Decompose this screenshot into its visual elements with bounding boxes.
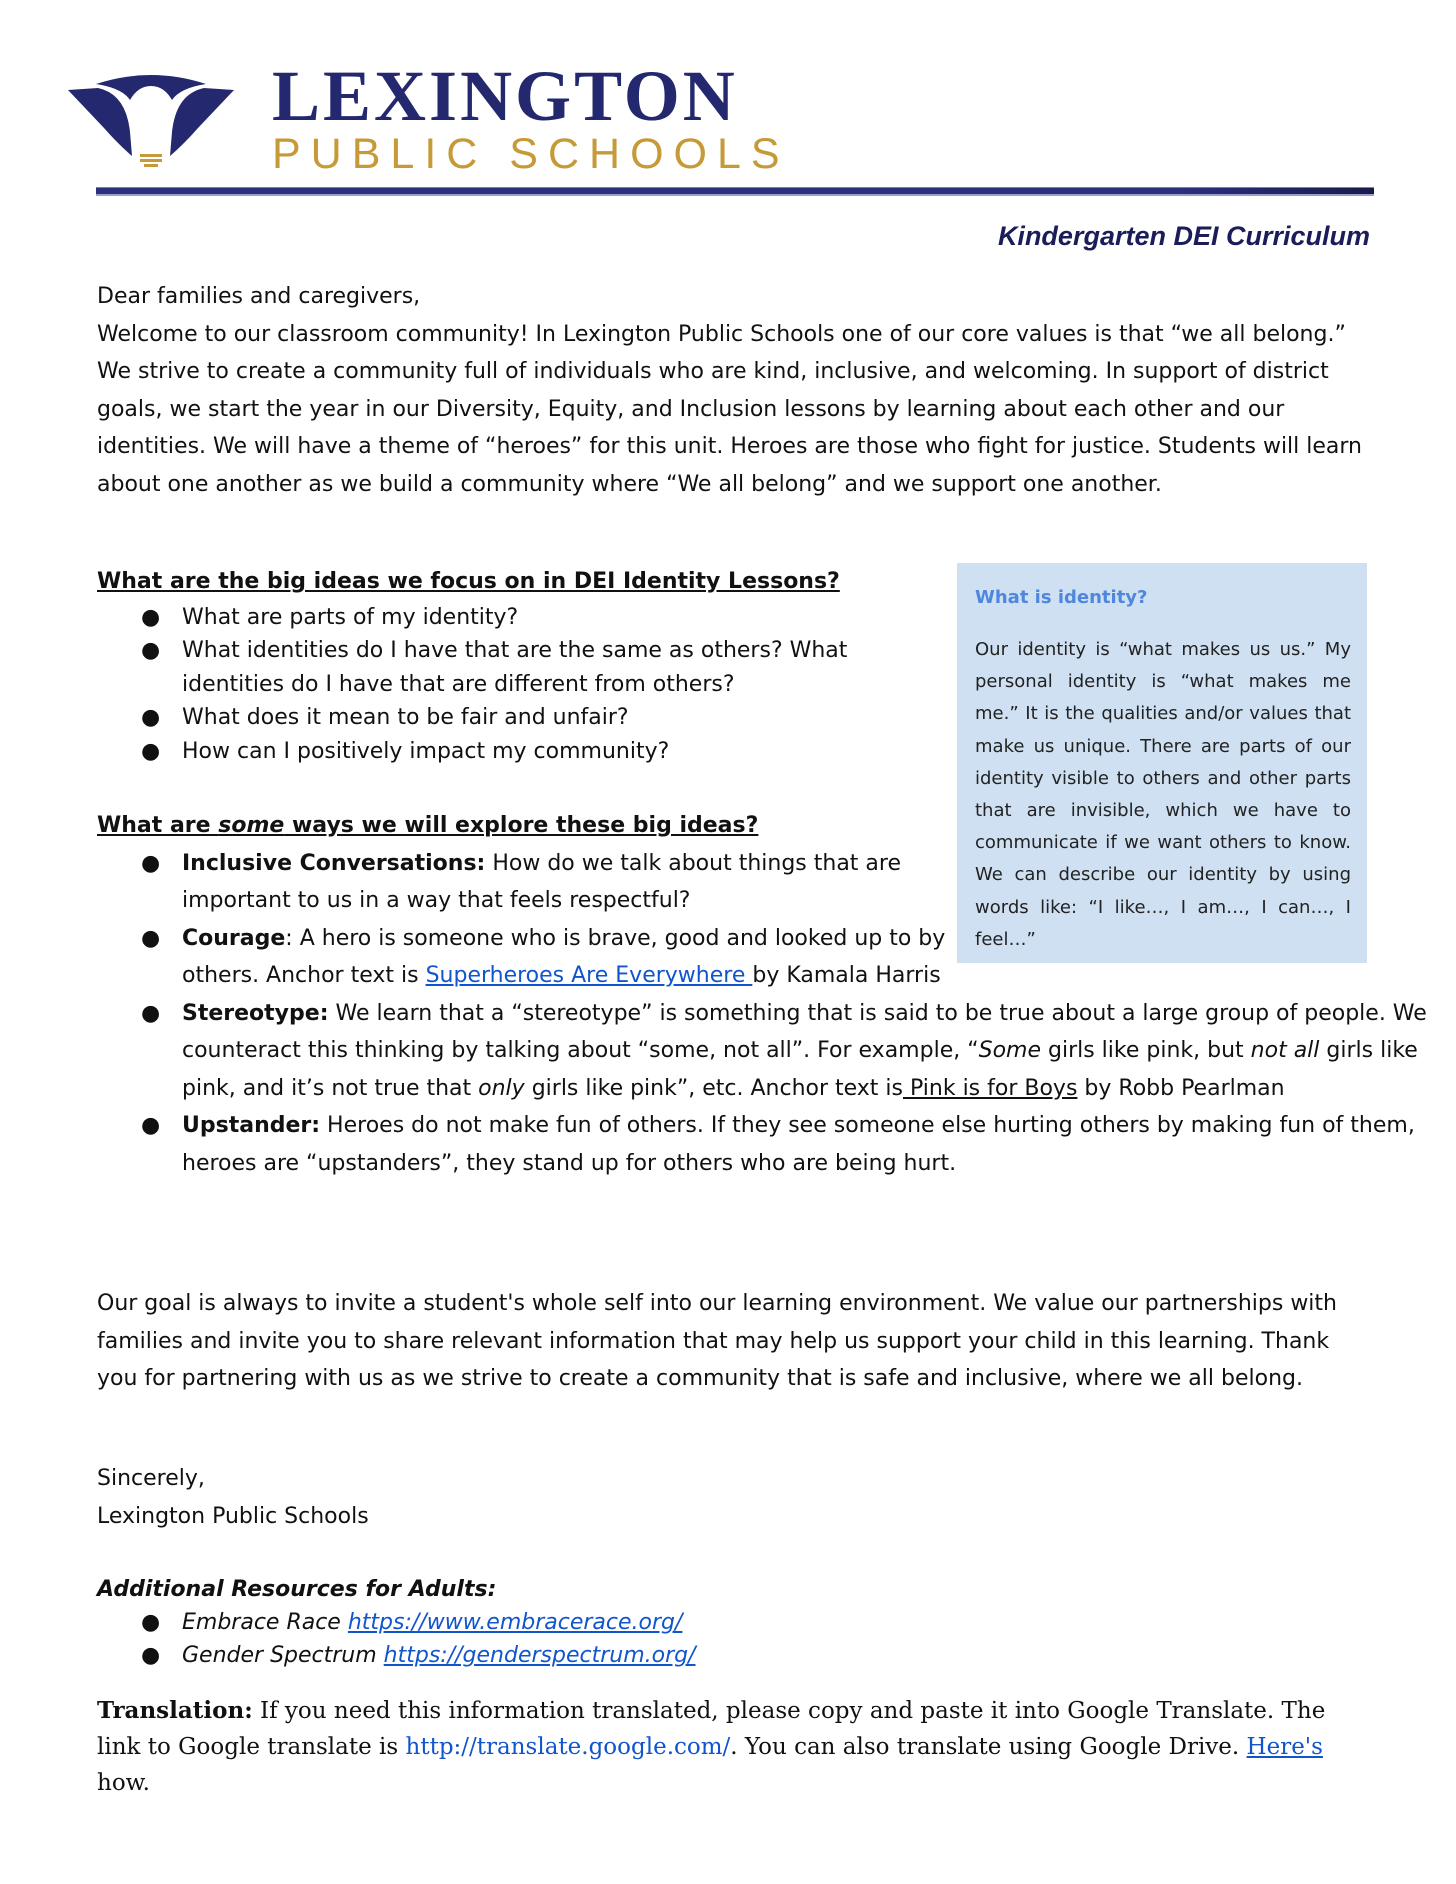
- heres-how-link[interactable]: Here's: [1246, 1734, 1323, 1760]
- translation-label: Translation:: [97, 1697, 253, 1724]
- embracerace-link[interactable]: https://www.embracerace.org/: [347, 1610, 683, 1635]
- resources-list: [97, 1606, 997, 1672]
- brand-subtitle: PUBLIC SCHOOLS: [272, 130, 790, 178]
- bullet-icon: ●: [141, 1000, 161, 1026]
- explore-section: [97, 807, 1427, 1182]
- signoff-line: Sincerely,: [97, 1466, 205, 1491]
- bullet-icon: ●: [141, 1610, 161, 1635]
- resource-item: ● Gender Spectrum https://genderspectrum.org/: [97, 1639, 997, 1672]
- resources-section: [97, 1573, 997, 1672]
- document-subtitle: Kindergarten DEI Curriculum: [997, 221, 1370, 251]
- closing-section: [97, 1285, 1367, 1398]
- genderspectrum-link[interactable]: https://genderspectrum.org/: [383, 1643, 696, 1668]
- signature: Lexington Public Schools: [97, 1503, 369, 1529]
- bullet-icon: ●: [141, 738, 161, 764]
- resource-item: ● Embrace Race https://www.embracerace.org/: [97, 1606, 997, 1639]
- big-ideas-section: [97, 563, 937, 768]
- identity-callout-title: What is identity?: [975, 587, 1148, 608]
- explore-heading: What are some ways we will explore these big ideas?: [97, 813, 759, 838]
- list-item-inclusive-conversations: ● Inclusive Conversations: How do we talk about things that are important to us in a way that feels respectful?: [97, 845, 1012, 920]
- identity-callout-text: Our identity is “what makes us us.” My personal identity is “what makes me me.” It is the qualities and/or values that make us unique. There are parts of our identity visible to others and other parts that are invisible, which we have to communicate if we want others to know. We can describe our identity by using words like: “I like…, I am…, I can…, I feel…”: [975, 639, 1351, 950]
- translation-section: Translation: If you need this information translated, please copy and paste it into Google Translate. The link to Google translate is http://translate.google.com/. You can also translate using Google Drive. Here's how.: [97, 1697, 1326, 1796]
- brand-name: LEXINGTON: [272, 56, 738, 136]
- header-divider: [96, 187, 1374, 196]
- list-item-stereotype: ● Stereotype: We learn that a “stereotype” is something that is said to be true about a large group of people. We counteract this thinking by talking about “some, not all”. For example, “Some girls like pink, but not all girls like pink, and it’s not true that only girls like pink”, etc. Anchor text is Pink is for Boys by Robb Pearlman: [97, 995, 1432, 1108]
- signoff: [97, 1460, 369, 1535]
- closing-paragraph: Our goal is always to invite a student's whole self into our learning environment. We value our partnerships with families and invite you to share relevant information that may help us support your child in this learning. Thank you for partnering with us as we strive to create a community that is safe and inclusive, where we all belong.: [97, 1291, 1337, 1391]
- explore-list: [97, 845, 1427, 1183]
- bullet-icon: ●: [141, 925, 161, 951]
- google-translate-link[interactable]: http://translate.google.com/: [405, 1734, 731, 1760]
- intro-paragraph: Welcome to our classroom community! In Lexington Public Schools one of our core values is that “we all belong.” We strive to create a community full of individuals who are kind, inclusive, and welcoming. In support of district goals, we start the year in our Diversity, Equity, and Inclusion lessons by learning about each other and our identities. We will have a theme of “heroes” for this unit. Heroes are those who fight for justice. Students will learn about one another as we build a community where “We all belong” and we support one another.: [97, 321, 1362, 497]
- greeting: Dear families and caregivers,: [97, 284, 421, 309]
- bullet-icon: ●: [141, 850, 161, 876]
- big-ideas-list: [97, 601, 937, 769]
- bullet-icon: ●: [141, 638, 161, 663]
- superheroes-book-link[interactable]: Superheroes Are Everywhere: [425, 963, 753, 988]
- big-ideas-heading: What are the big ideas we focus on in DEI Identity Lessons?: [97, 569, 840, 594]
- lexington-logo-icon: [68, 74, 234, 170]
- list-item: ● What identities do I have that are the same as others? What identities do I have that are different from others?: [97, 634, 882, 701]
- list-item-courage: ● Courage: A hero is someone who is brave, good and looked up to by others. Anchor text is Superheroes Are Everywhere by Kamala Harris: [97, 920, 1012, 995]
- resources-title: Additional Resources for Adults:: [97, 1577, 497, 1602]
- intro-section: [97, 278, 1367, 503]
- bullet-icon: ●: [141, 604, 161, 630]
- bullet-icon: ●: [141, 705, 161, 730]
- bullet-icon: ●: [141, 1643, 161, 1668]
- pink-is-for-boys-title: Pink is for Boys: [903, 1075, 1078, 1101]
- list-item: ● What are parts of my identity?: [97, 601, 937, 635]
- list-item-upstander: ● Upstander: Heroes do not make fun of others. If they see someone else hurting others by making fun of them, heroes are “upstanders”, they stand up for others who are being hurt.: [97, 1107, 1432, 1182]
- list-item: ● What does it mean to be fair and unfair?: [97, 701, 937, 735]
- bullet-icon: ●: [141, 1113, 161, 1138]
- list-item: ● How can I positively impact my community?: [97, 735, 937, 769]
